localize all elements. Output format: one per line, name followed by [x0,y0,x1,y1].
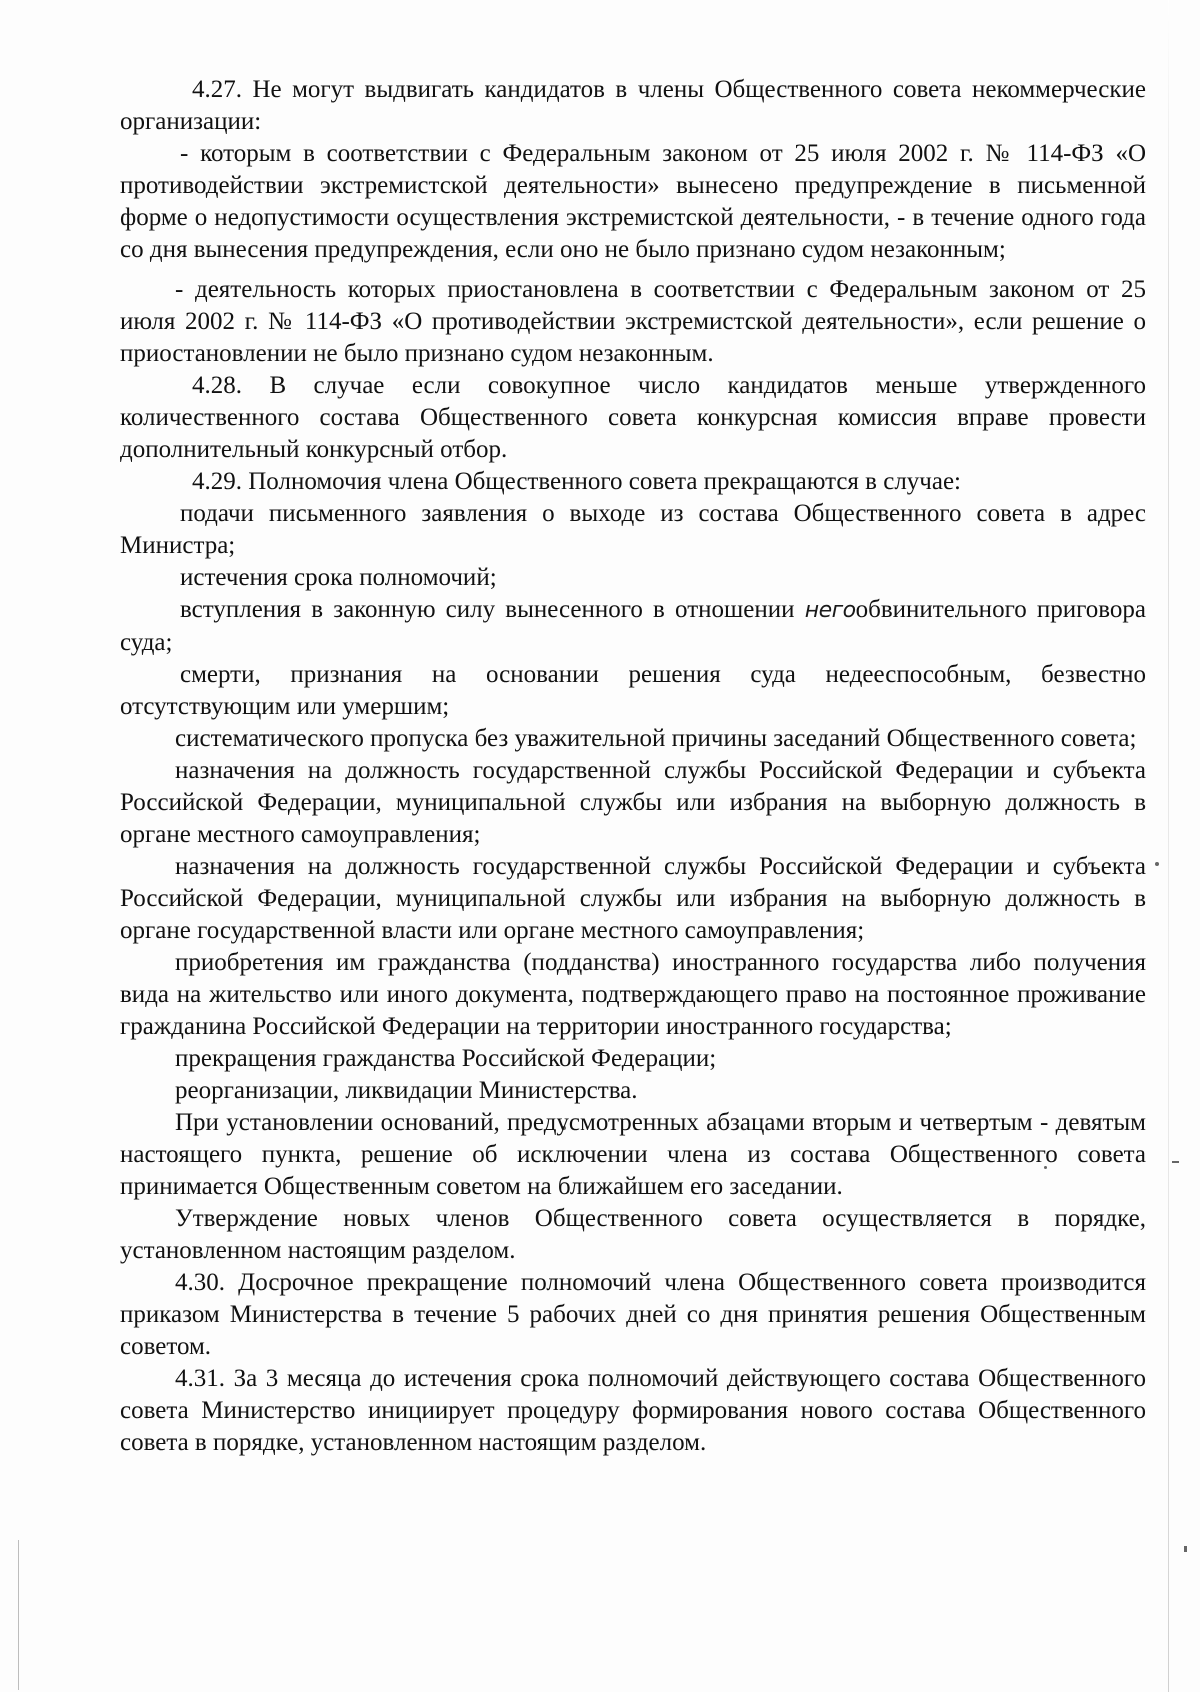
paragraph-item: - которым в соответствии с Федеральным законом от 25 июля 2002 г. № 114-ФЗ «О противодействии экстремистской деятельности» вынесено предупреждение в письменной форме о недопустимости осуществления экстремистской деятельности, - в течение одного года со дня вынесения предупреждения, если оно не было признано судом незаконным; [120,140,1146,263]
paragraph-text: обвинительного приговора суда; [120,596,1146,656]
scan-speck [1172,1161,1179,1163]
paragraph-item: назначения на должность государственной службы Российской Федерации и субъекта Российской Федерации, муниципальной службы или избрания на выборную должность в органе государственной власти или органе местного самоуправления; [120,853,1146,944]
paragraph-item: истечения срока полномочий; [180,564,497,591]
paragraph-item: смерти, признания на основании решения суда недееспособным, безвестно отсутствующим или умершим; [120,661,1146,720]
paragraph-item: Утверждение новых членов Общественного совета осуществляется в порядке, установленном настоящим разделом. [120,1205,1146,1264]
paragraph-item: приобретения им гражданства (подданства) иностранного государства либо получения вида на жительство или иного документа, подтверждающего право на постоянное проживание гражданина Российской Федерации на территории иностранного государства; [120,949,1146,1040]
paragraph-item: - деятельность которых приостановлена в соответствии с Федеральным законом от 25 июля 2002 г. № 114-ФЗ «О противодействии экстремистской деятельности», если решение о приостановлении не было признано судом незаконным. [120,276,1146,367]
paragraph-text: вступления в законную силу вынесенного в отношении [180,596,805,623]
paragraph-item: назначения на должность государственной службы Российской Федерации и субъекта Российской Федерации, муниципальной службы или избрания на выборную должность в органе местного самоуправления; [120,757,1146,848]
paragraph-item: реорганизации, ликвидации Министерства. [175,1077,638,1104]
scan-speck [1184,1546,1187,1552]
paragraph-item: подачи письменного заявления о выходе из состава Общественного совета в адрес Министра; [120,500,1146,559]
scan-edge-line-left [18,1540,19,1690]
scan-speck [1155,862,1159,866]
paragraph-4-29: 4.29. Полномочия члена Общественного совета прекращаются в случае: [192,468,962,495]
document-body [120,74,1146,1459]
handwritten-insertion: него [804,598,856,623]
paragraph-4-28: 4.28. В случае если совокупное число кандидатов меньше утвержденного количественного состава Общественного совета конкурсная комиссия вправе провести дополнительный конкурсный отбор. [120,372,1146,463]
scan-edge-line [1168,0,1169,1692]
paragraph-4-31: 4.31. За 3 месяца до истечения срока полномочий действующего состава Общественного совета Министерство инициирует процедуру формирования нового состава Общественного совета в порядке, установленном настоящим разделом. [120,1365,1146,1456]
paragraph-item: При установлении оснований, предусмотренных абзацами вторым и четвертым - девятым настоящего пункта, решение об исключении члена из состава Общественного совета принимается Общественным советом на ближайшем его заседании. [120,1109,1146,1200]
paragraph-item: систематического пропуска без уважительной причины заседаний Общественного совета; [175,725,1137,752]
paragraph-4-27: 4.27. Не могут выдвигать кандидатов в члены Общественного совета некоммерческие организации: [120,76,1146,135]
paragraph-item: прекращения гражданства Российской Федерации; [175,1045,717,1072]
paragraph-item [120,594,1146,659]
paragraph-4-30: 4.30. Досрочное прекращение полномочий члена Общественного совета производится приказом Министерства в течение 5 рабочих дней со дня принятия решения Общественным советом. [120,1269,1146,1360]
